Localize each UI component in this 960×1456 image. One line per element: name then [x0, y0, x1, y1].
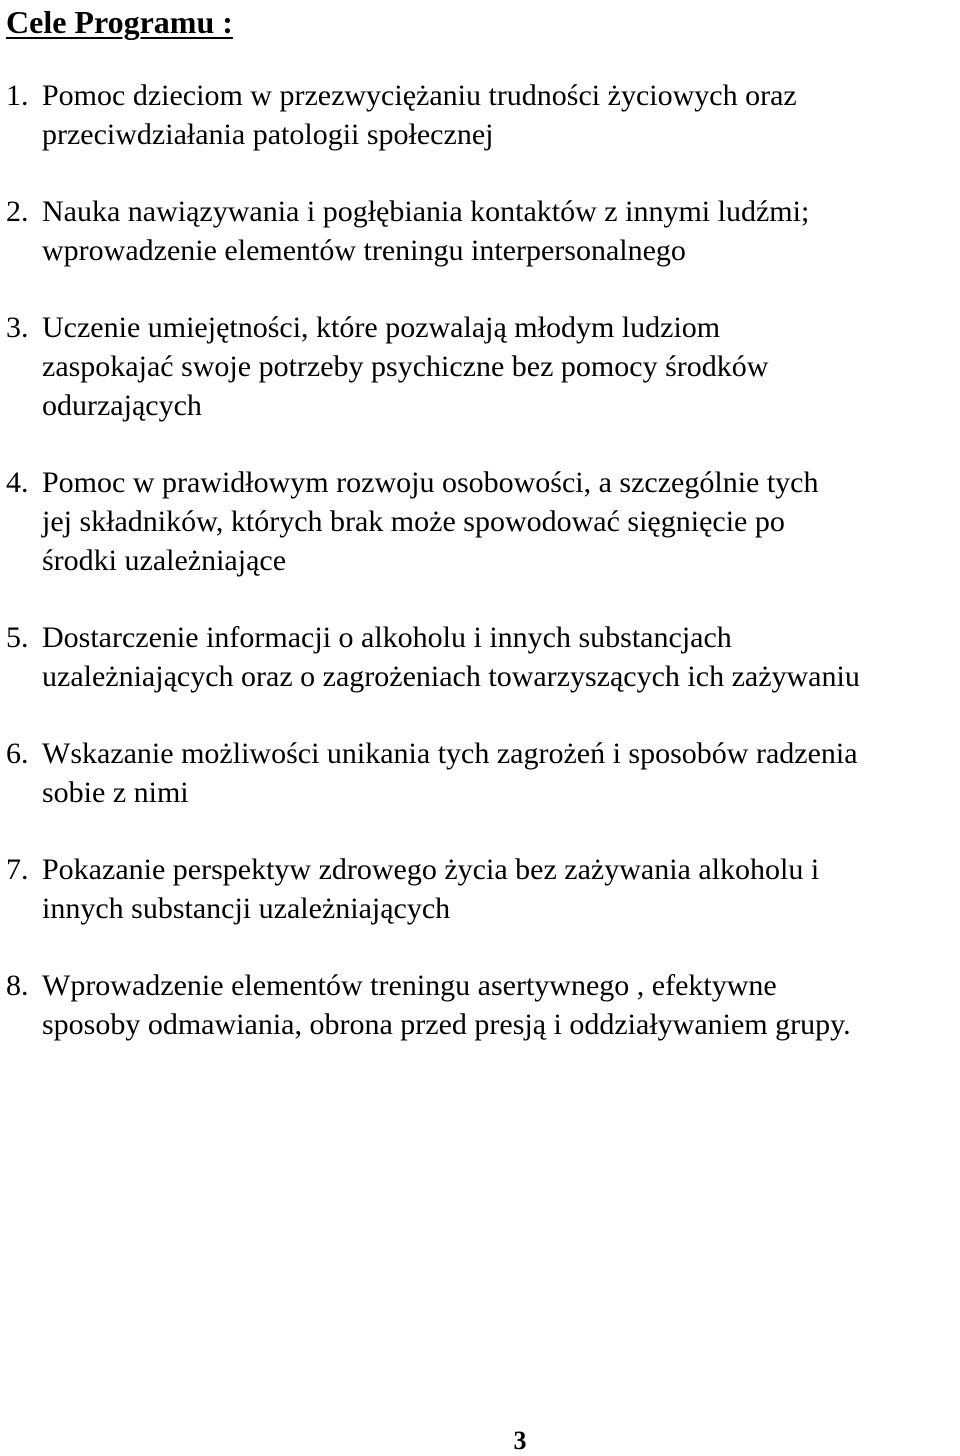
- goal-number: 3.: [6, 311, 29, 344]
- goal-text-line: Pokazanie perspektyw zdrowego życia bez zażywania alkoholu i: [42, 853, 820, 886]
- goal-text-line: Pomoc w prawidłowym rozwoju osobowości, a szczególnie tych: [42, 466, 819, 499]
- goal-text-line: Pomoc dzieciom w przezwyciężaniu trudności życiowych oraz: [42, 79, 797, 112]
- goal-text-line: sobie z nimi: [42, 776, 189, 809]
- goal-text-line: wprowadzenie elementów treningu interpersonalnego: [42, 234, 686, 267]
- goal-number: 6.: [6, 737, 29, 770]
- goal-number: 2.: [6, 195, 29, 228]
- goal-text-line: Wskazanie możliwości unikania tych zagrożeń i sposobów radzenia: [42, 737, 858, 770]
- goal-text-line: sposoby odmawiania, obrona przed presją i oddziaływaniem grupy.: [42, 1008, 851, 1041]
- goal-text-line: przeciwdziałania patologii społecznej: [42, 118, 494, 151]
- goal-number: 1.: [6, 79, 29, 112]
- goal-text-line: Nauka nawiązywania i pogłębiania kontaktów z innymi ludźmi;: [42, 195, 810, 228]
- goal-text-line: uzależniających oraz o zagrożeniach towarzyszących ich zażywaniu: [42, 660, 860, 693]
- goal-number: 7.: [6, 853, 29, 886]
- goal-number: 8.: [6, 969, 29, 1002]
- goal-text-line: Dostarczenie informacji o alkoholu i innych substancjach: [42, 621, 732, 654]
- page-number: 3: [513, 1426, 527, 1455]
- goal-text-line: Uczenie umiejętności, które pozwalają młodym ludziom: [42, 311, 721, 344]
- goal-number: 4.: [6, 466, 29, 499]
- goal-text-line: odurzających: [42, 389, 202, 422]
- goal-number: 5.: [6, 621, 29, 654]
- goal-text-line: Wprowadzenie elementów treningu asertywnego , efektywne: [42, 969, 777, 1002]
- goal-text-line: środki uzależniające: [42, 544, 287, 577]
- goal-text-line: innych substancji uzależniających: [42, 892, 451, 925]
- goal-text-line: jej składników, których brak może spowodować sięgnięcie po: [42, 505, 785, 538]
- document-heading: Cele Programu :: [6, 4, 233, 40]
- goal-text-line: zaspokajać swoje potrzeby psychiczne bez pomocy środków: [42, 350, 769, 383]
